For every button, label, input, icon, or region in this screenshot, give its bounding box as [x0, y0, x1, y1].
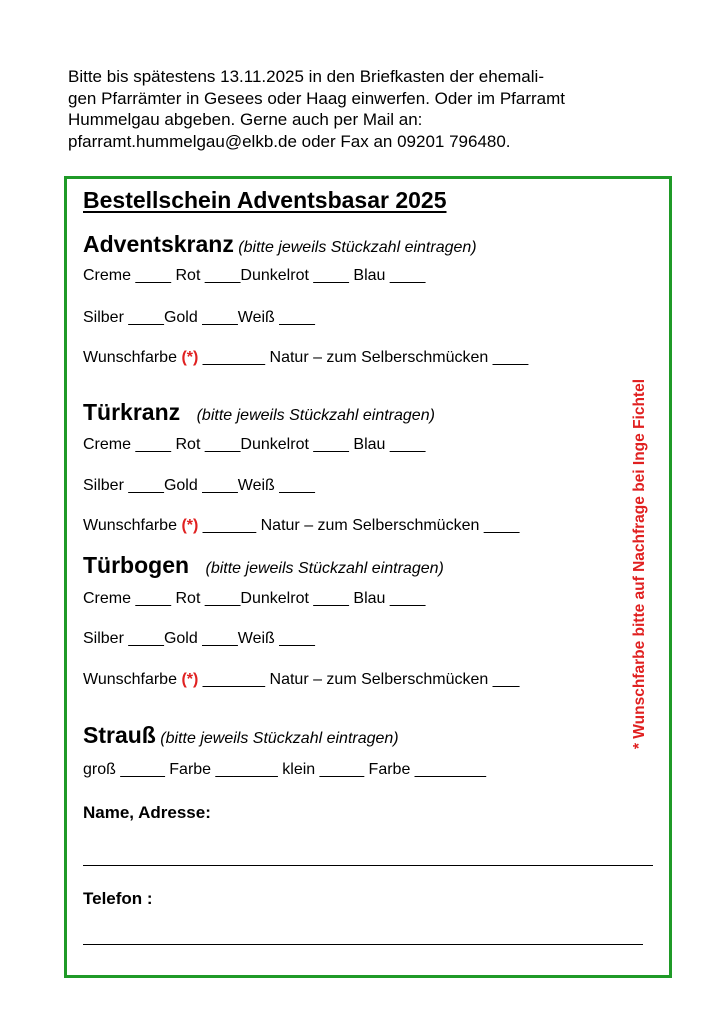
asterisk-mark: (*): [181, 517, 199, 534]
side-note: * Wunschfarbe bitte auf Nachfrage bei Inge Fichtel: [631, 378, 648, 750]
section-hint: (bitte jeweils Stückzahl eintragen): [238, 239, 477, 256]
section-tuerbogen-heading: [83, 552, 444, 579]
section-hint: (bitte jeweils Stückzahl eintragen): [160, 730, 399, 747]
tuerbogen-row-colors-2[interactable]: Silber ____Gold ____Weiß ____: [83, 630, 315, 647]
phone-line[interactable]: [83, 944, 643, 945]
strauss-row[interactable]: groß _____ Farbe _______ klein _____ Farbe ________: [83, 761, 486, 778]
section-hint: (bitte jeweils Stückzahl eintragen): [205, 560, 444, 577]
wishcolor-label: Wunschfarbe: [83, 671, 177, 688]
phone-label: Telefon :: [83, 889, 153, 908]
section-strauss-heading: [83, 722, 399, 749]
form-title: Bestellschein Adventsbasar 2025: [83, 187, 447, 213]
wishcolor-label: Wunschfarbe: [83, 349, 177, 366]
section-heading: Türbogen: [83, 552, 190, 578]
intro-line: pfarramt.hummelgau@elkb.de oder Fax an 09201 796480.: [68, 131, 511, 151]
adventskranz-row-wishcolor[interactable]: [83, 349, 528, 367]
tuerbogen-row-colors-1[interactable]: Creme ____ Rot ____Dunkelrot ____ Blau ____: [83, 590, 426, 607]
wishcolor-rest: _______ Natur – zum Selberschmücken ____: [202, 349, 529, 366]
wishcolor-label: Wunschfarbe: [83, 517, 177, 534]
asterisk-mark: (*): [181, 349, 199, 366]
tuerkranz-row-colors-2[interactable]: Silber ____Gold ____Weiß ____: [83, 477, 315, 494]
name-address-label: Name, Adresse:: [83, 803, 211, 822]
intro-line: Bitte bis spätestens 13.11.2025 in den Briefkasten der ehemali-: [68, 67, 544, 86]
asterisk-mark: (*): [181, 671, 199, 688]
order-form-box: [64, 176, 672, 978]
intro-text: [68, 66, 688, 152]
section-heading: Adventskranz: [83, 231, 234, 257]
intro-line: Hummelgau abgeben. Gerne auch per Mail an:: [68, 110, 423, 129]
wishcolor-rest: _______ Natur – zum Selberschmücken ___: [202, 671, 520, 688]
section-adventskranz-heading: [83, 231, 477, 258]
name-address-line[interactable]: [83, 865, 653, 866]
adventskranz-row-colors-2[interactable]: Silber ____Gold ____Weiß ____: [83, 309, 315, 326]
tuerbogen-row-wishcolor[interactable]: [83, 671, 519, 689]
intro-line: gen Pfarrämter in Gesees oder Haag einwerfen. Oder im Pfarramt: [68, 88, 565, 108]
tuerkranz-row-colors-1[interactable]: Creme ____ Rot ____Dunkelrot ____ Blau ____: [83, 436, 426, 453]
tuerkranz-row-wishcolor[interactable]: [83, 517, 519, 535]
section-heading: Türkranz: [83, 399, 181, 425]
wishcolor-rest: ______ Natur – zum Selberschmücken ____: [202, 517, 520, 534]
section-hint: (bitte jeweils Stückzahl eintragen): [196, 407, 435, 424]
section-heading: Strauß: [83, 722, 156, 748]
adventskranz-row-colors-1[interactable]: Creme ____ Rot ____Dunkelrot ____ Blau ____: [83, 267, 426, 284]
section-tuerkranz-heading: [83, 399, 435, 426]
